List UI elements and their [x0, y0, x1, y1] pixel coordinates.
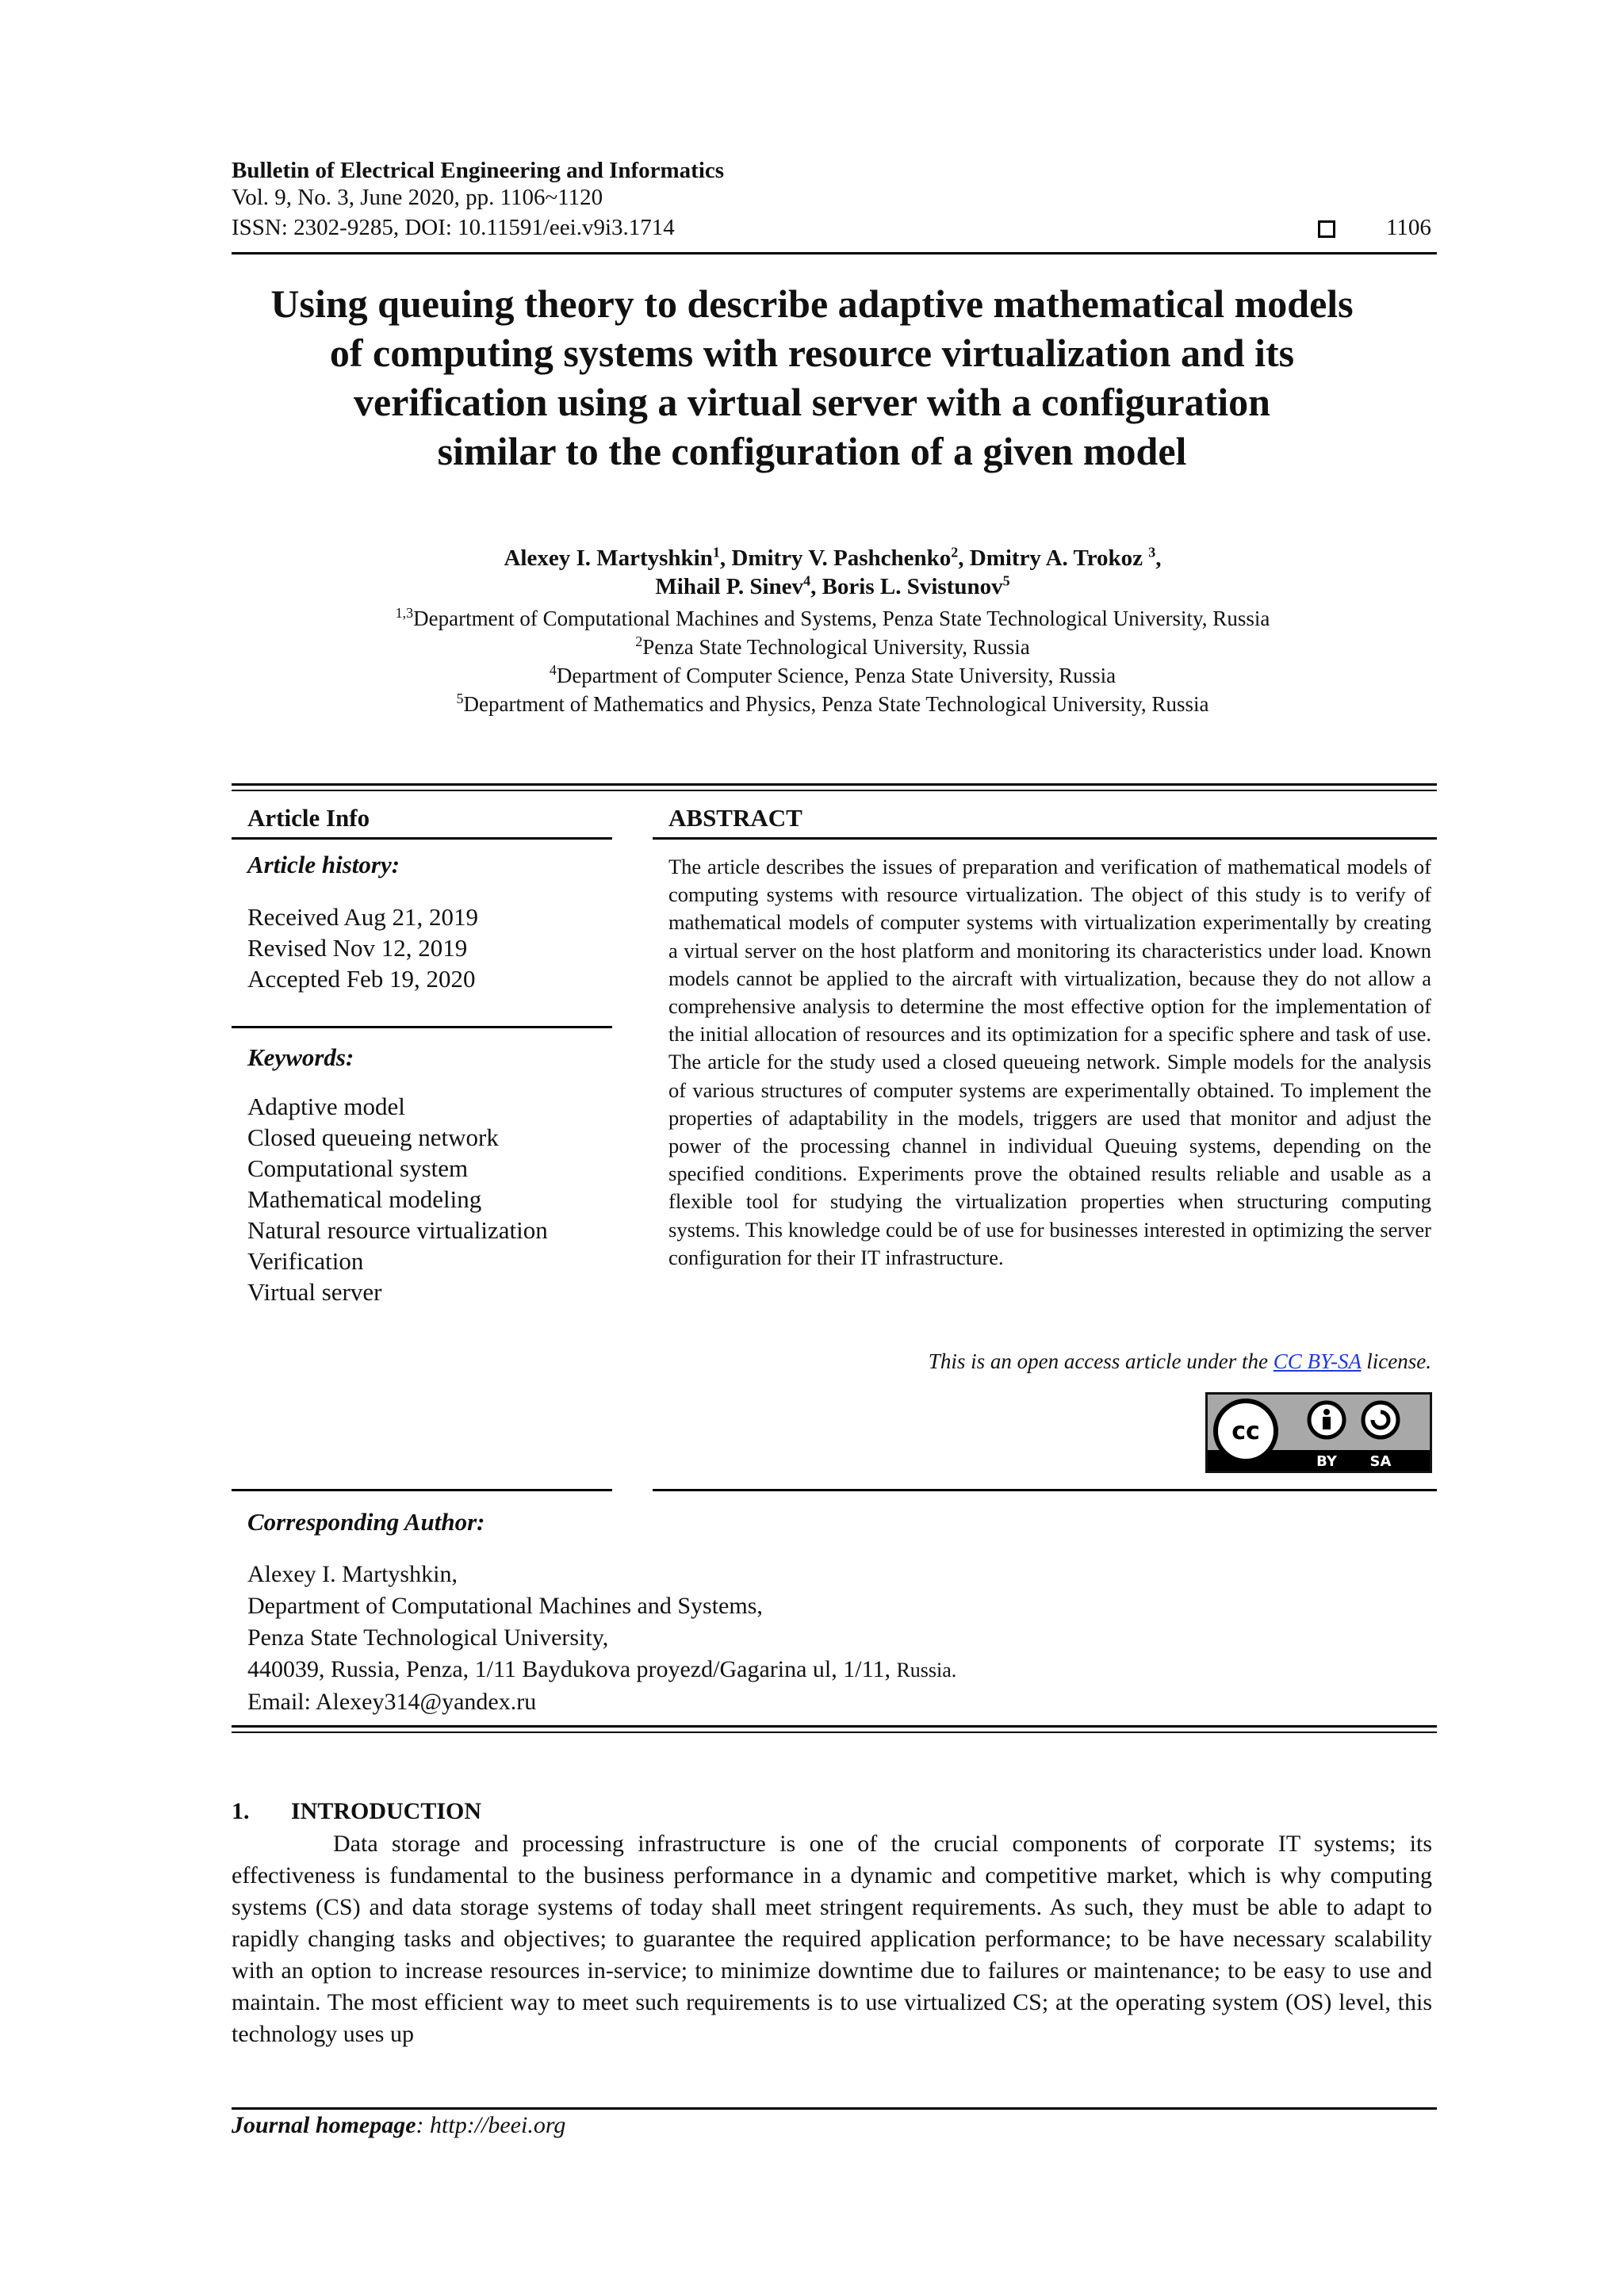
info-top-rule [232, 783, 1437, 786]
affiliation-item: $^4$Department of Computer Science, Penza State University, Russia [549, 662, 1116, 687]
intro-paragraph: Data storage and processing infrastructure is one of the crucial components of corporate IT systems; its effectiveness is fundamental to the business performance in a dynamic and competitive market, which is why computing systems (CS) and data storage systems of today shall meet stringent requirements. As such, they must be able to adapt to rapidly changing tasks and objectives; to guarantee the required application performance; to be have necessary scalability with an option to increase resources in-service; to minimize downtime due to failures or maintenance; to be easy to use and maintain. The most efficient way to meet such requirements is to use virtualized CS; at the operating system (OS) level, this technology uses up [232, 1831, 1432, 2047]
info-divider [232, 837, 612, 840]
title-line-2: of computing systems with resource virtualization and its [329, 331, 1295, 375]
affiliation-item: $^2$Penza State Technological University, Russia [635, 633, 1030, 659]
corr-name: Alexey I. Martyshkin, [247, 1561, 458, 1587]
keywords-heading: Keywords: [247, 1043, 354, 1071]
abstract-heading: ABSTRACT [668, 804, 802, 832]
info-bottom-rule [232, 1489, 612, 1491]
volume-info: Vol. 9, No. 3, June 2020, pp. 1106~1120 [232, 185, 603, 210]
cc-by-sa-link[interactable]: CC BY-SA [1273, 1349, 1362, 1373]
keyword-item: Verification [247, 1247, 364, 1275]
received-date: Received Aug 21, 2019 [247, 903, 479, 931]
keyword-item: Natural resource virtualization [247, 1216, 548, 1244]
author-name: Dmitry V. Pashchenko [731, 545, 952, 571]
author-name: Mihail P. Sinev [655, 574, 804, 599]
svg-text:cc: cc [1231, 1418, 1260, 1445]
svg-text:SA: SA [1369, 1453, 1392, 1470]
title-line-4: similar to the configuration of a given model [437, 429, 1187, 473]
accepted-date: Accepted Feb 19, 2020 [247, 965, 476, 993]
svg-text:BY: BY [1316, 1453, 1337, 1470]
affiliation-list [232, 604, 1434, 718]
page-number: 1106 [1386, 215, 1431, 240]
checkbox-icon [1318, 220, 1335, 238]
corr-email: Email: Alexey314@yandex.ru [247, 1689, 537, 1715]
info-top-rule-2 [232, 790, 1437, 791]
title-line-1: Using queuing theory to describe adaptive mathematical models [270, 281, 1354, 326]
footer-rule [232, 2107, 1437, 2110]
corr-univ: Penza State Technological University, [247, 1624, 609, 1651]
history-heading: Article history: [247, 851, 400, 878]
corresponding-details [247, 1559, 956, 1718]
keyword-item: Adaptive model [247, 1093, 405, 1120]
corresponding-heading: Corresponding Author: [247, 1508, 485, 1536]
keyword-item: Computational system [247, 1154, 469, 1182]
section-heading: 1. INTRODUCTION [232, 1798, 482, 1824]
article-history [247, 901, 478, 994]
author-name: Dmitry A. Trokoz [969, 545, 1143, 571]
journal-name: Bulletin of Electrical Engineering and Informatics [232, 158, 725, 183]
cc-badge-icon [1208, 1395, 1430, 1471]
keyword-item: Closed queueing network [247, 1123, 499, 1151]
info-divider [232, 1026, 612, 1028]
corr-dept: Department of Computational Machines and Systems, [247, 1593, 763, 1619]
license-line: This is an open access article under the CC BY-SA license. [928, 1349, 1431, 1373]
cc-license-badge[interactable] [1205, 1392, 1432, 1473]
issn-doi: ISSN: 2302-9285, DOI: 10.11591/eei.v9i3.1714 [232, 215, 675, 240]
corr-address: 440039, Russia, Penza, 1/11 Baydukova proyezd/Gagarina ul, 1/11, Russia. [247, 1656, 957, 1682]
introduction-body [232, 1828, 1432, 2050]
author-name: Alexey I. Martyshkin [504, 545, 713, 571]
abstract-bottom-rule [653, 1489, 1437, 1491]
author-name: Boris L. Svistunov [822, 574, 1003, 599]
keyword-list [247, 1091, 548, 1307]
paper-title [182, 279, 1442, 476]
header-rule [232, 252, 1437, 254]
affiliation-item: $^{1,3}$Department of Computational Machines and Systems, Penza State Technological University, Russia [395, 605, 1270, 630]
journal-homepage: Journal homepage: http://beei.org [232, 2112, 566, 2138]
keyword-item: Mathematical modeling [247, 1185, 482, 1213]
corr-bottom-rule-2 [232, 1732, 1437, 1733]
keyword-item: Virtual server [247, 1278, 382, 1306]
affiliation-item: $^5$Department of Mathematics and Physics, Penza State Technological University, Russia [456, 691, 1209, 716]
abstract-text: The article describes the issues of preparation and verification of mathematical models of computing systems with resource virtualization. The object of this study is to verify of mathematical models of computer systems with virtualization experimentally by creating a virtual server on the host platform and monitoring its characteristics under load. Known models cannot be applied to the aircraft with virtualization, because they do not allow a comprehensive analysis to determine the most effective option for the implementation of the initial allocation of resources and its optimization for a specific sphere and task of use. The article for the study used a closed queueing network. Simple models for the analysis of various structures of computer systems are experimentally obtained. To implement the properties of adaptability in the models, triggers are used that monitor and adjust the power of the processing channel in individual Queuing systems, depending on the specified conditions. Experiments prove the obtained results reliable and usable as a flexible tool for studying the virtualization properties when structuring computing systems. This knowledge could be of use for businesses interested in optimizing the server configuration for their IT infrastructure. [668, 855, 1431, 1269]
author-list: Alexey I. Martyshkin$^1$, Dmitry V. Pashchenko$^2$, Dmitry A. Trokoz $^3$, Mihail P. Sinev$^4$, Boris L. Svistunov$^5$ [504, 544, 1162, 599]
corr-bottom-rule [232, 1725, 1437, 1728]
abstract-divider [653, 837, 1437, 840]
revised-date: Revised Nov 12, 2019 [247, 934, 468, 962]
article-info-heading: Article Info [247, 804, 370, 832]
title-line-3: verification using a virtual server with a configuration [354, 380, 1270, 424]
